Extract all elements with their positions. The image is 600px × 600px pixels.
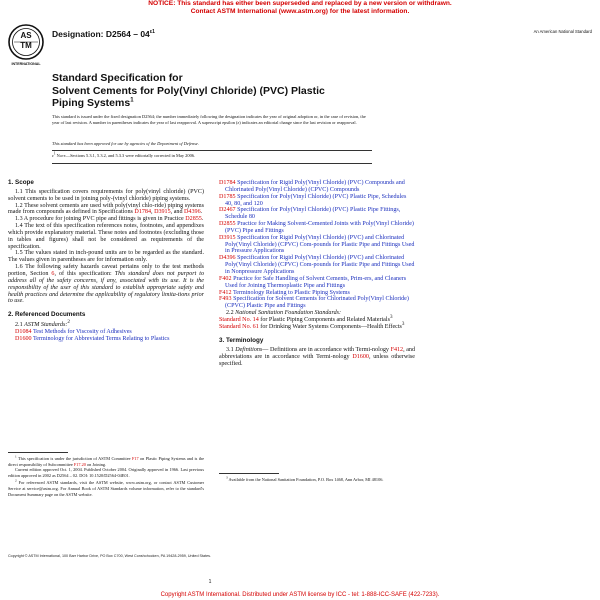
text: Definitions: [235, 347, 263, 354]
text: 1.2 These solvent cements are used with poly(vinyl chlo-ride) piping systems made from compounds as defined in Specifications: [8, 202, 204, 216]
reference-item: [219, 235, 415, 256]
nsf-standard-link[interactable]: Standard No. 61: [219, 323, 259, 330]
epsilon-symbol: ε: [52, 153, 54, 158]
ref-code-link[interactable]: F412: [219, 289, 232, 296]
reference-item: [219, 255, 415, 276]
title-superscript: 1: [130, 97, 134, 104]
ref-code-link[interactable]: D1084: [15, 328, 32, 335]
notice-line-1: NOTICE: This standard has either been superseded and replaced by a new version or withdrawn.: [148, 0, 452, 7]
dod-approval-note: This standard has been approved for use by agencies of the Department of Defense.: [52, 141, 199, 146]
paragraph-2-1: [8, 319, 204, 329]
text: 2.1: [15, 322, 25, 329]
editorial-note-text: —Sections 5.3.1, 5.3.2, and 5.3.3 were editorially corrected in May 2006.: [65, 153, 196, 158]
nsf-reference-item: [219, 320, 415, 331]
ref-link-d1600[interactable]: D1600: [352, 354, 369, 361]
text: .: [201, 216, 204, 223]
designation-label: Designation: D2564 – 04: [52, 29, 150, 39]
reference-item: [14, 329, 204, 336]
ref-code-link[interactable]: D2467: [219, 207, 236, 214]
ref-link-f17[interactable]: F17: [131, 456, 139, 461]
ref-code-link[interactable]: D1785: [219, 193, 236, 200]
page-number: 1: [208, 579, 212, 585]
reference-item: [14, 336, 204, 343]
ref-code-link[interactable]: F493: [219, 296, 232, 303]
reference-item: [219, 194, 415, 208]
ref-title-link[interactable]: Test Methods for Viscosity of Adhesives: [33, 328, 132, 335]
ref-title-link[interactable]: Specification for Solvent Cements for Chlorinated Poly(Vinyl Chloride) (CPVC) Plastic Pipe and Fittings: [225, 296, 409, 310]
ref-title-link[interactable]: Specification for Rigid Poly(Vinyl Chloride) (PVC) Compounds and Chlorinated Poly(Vinyl Chloride) (CPVC) Compounds: [225, 180, 405, 193]
ref-link-d4396[interactable]: D4396: [184, 209, 201, 216]
text: For referenced ASTM standards, visit the ASTM website, www.astm.org, or contact ASTM Customer Service at service@astm.org. For Annual Book of ASTM Standards volume information, refer to the standard's Document Summary page on the ASTM website.: [8, 480, 204, 497]
title-line-1: Standard Specification for: [52, 72, 183, 84]
divider: [52, 163, 372, 164]
ref-link-f412[interactable]: F412: [390, 347, 404, 354]
footnote-rule: [8, 452, 68, 453]
title-line-3: [52, 97, 392, 110]
svg-text:TM: TM: [20, 41, 32, 50]
reference-item: [219, 276, 415, 290]
editorial-note: [52, 153, 372, 158]
footnote-ref-3: 3: [401, 320, 405, 327]
ref-code-link[interactable]: F402: [219, 275, 232, 282]
ref-code-link[interactable]: D2855: [219, 221, 236, 228]
text: for Drinking Water Systems Components—Health Effects: [258, 323, 402, 330]
designation-superscript: ε1: [149, 29, 155, 36]
document-title: [52, 72, 392, 110]
left-column: [8, 180, 204, 343]
paragraph-1-4: 1.4 The text of this specification references notes, footnotes, and appendixes which provide explanatory material. These notes and footnotes (excluding those in tables and figures) shall not be considered as requirements of the specification.: [8, 223, 204, 250]
copyright-notice: Copyright © ASTM International, 100 Barr Harbor Drive, PO Box C700, West Conshohocken, PA 19428-2959, United States.: [8, 554, 212, 558]
notice-line-2: Contact ASTM International (www.astm.org) for the latest information.: [190, 8, 410, 15]
ref-link-section-6[interactable]: 6: [51, 270, 55, 277]
text: — Definitions are in accordance with Termi-nology: [262, 347, 391, 354]
right-column: [219, 180, 415, 368]
epsilon-sup: 1: [53, 151, 56, 156]
ref-title-link[interactable]: Specification for Rigid Poly(Vinyl Chloride) (PVC) and Chlorinated Poly(Vinyl Chloride) (CPVC) Com-pounds for Plastic Pipe and Fittings Used in Pressure Applications: [225, 234, 415, 255]
logo-caption: INTERNATIONAL: [11, 62, 41, 66]
footnote-rule: [219, 473, 279, 474]
ref-title-link[interactable]: Practice for Making Solvent-Cemented Joints with Poly(Vinyl Chloride) (PVC) Pipe and Fittings: [225, 221, 414, 234]
ref-link-d2855[interactable]: D2855: [185, 216, 202, 223]
ref-code-link[interactable]: D3915: [219, 234, 236, 241]
footnote-3: [219, 477, 415, 483]
text: Available from the National Sanitation Foundation, P.O. Box 1468, Ann Arbor, MI 48106.: [227, 477, 384, 482]
footnote-number: 3: [226, 475, 228, 480]
text: National Sanitation Foundation Standards:: [235, 310, 342, 317]
safety-caveat: This standard does not purport to address all of the safety concerns, if any, associated with its use. It is the responsibility of the user of this standard to establish appropriate safety and health practices and determine the applicability of regulatory limita-tions prior to use.: [8, 270, 205, 305]
text: , and abbreviations are in accordance with Termi-nology: [219, 347, 415, 361]
text: on Plastic Piping Systems and is the direct responsibility of Subcommittee: [8, 456, 204, 467]
reference-item: [219, 221, 415, 235]
reference-item: [219, 207, 415, 221]
text: 1.3 A procedure for joining PVC pipe and fittings is given in Practice: [15, 216, 186, 223]
footnotes-right: [219, 473, 415, 483]
nsf-standard-link[interactable]: Standard No. 14: [219, 316, 259, 323]
paragraph-2-2: [219, 310, 415, 317]
title-line-3-text: Piping Systems: [52, 97, 131, 109]
ref-title-link[interactable]: Terminology Relating to Plastic Piping Systems: [232, 289, 350, 296]
svg-text:AS: AS: [20, 31, 32, 40]
paragraph-1-2: [8, 203, 204, 217]
footnote-number: 1: [15, 454, 17, 459]
paragraph-3-1: [219, 347, 415, 368]
designation: [52, 29, 155, 39]
ref-code-link[interactable]: D1600: [15, 335, 32, 342]
text: .: [200, 209, 203, 216]
astm-logo: [7, 22, 45, 62]
reference-item: [219, 180, 415, 194]
ref-link-d1784[interactable]: D1784: [134, 209, 152, 216]
astm-reference-list-left: [8, 329, 204, 343]
text: This specification is under the jurisdiction of ASTM Committee: [16, 456, 132, 461]
text: 1.6 The following safety hazards caveat pertains only to the test methods portion, Section: [8, 264, 204, 277]
section-heading-referenced-documents: 2. Referenced Documents: [8, 311, 86, 319]
text: for Plastic Piping Components and Related Materials: [258, 316, 390, 323]
ref-code-link[interactable]: D4396: [219, 255, 236, 262]
paragraph-1-1: 1.1 This specification covers requirements for poly(vinyl chloride) (PVC) solvent cements to be used in joining poly-(vinyl chloride) piping systems.: [8, 188, 204, 202]
text: ,: [151, 209, 155, 216]
section-heading-scope: 1. Scope: [8, 179, 34, 186]
ref-code-link[interactable]: D1784: [219, 180, 236, 186]
section-heading-terminology: 3. Terminology: [219, 336, 264, 344]
ref-link-f17-20[interactable]: F17.20: [73, 461, 86, 467]
divider: [52, 150, 372, 151]
text: , unless otherwise specified.: [219, 354, 415, 368]
reference-item: [219, 296, 415, 310]
standard-issuance-note: This standard is issued under the fixed designation D2564; the number immediately following the designation indicates the year of original adoption or, in the case of revision, the year of last revision. A number in parentheses indicates the year of last reapproval. A superscript epsilon (ε) indicates an editorial change since the last revision or reapproval.: [52, 114, 366, 126]
title-line-2: Solvent Cements for Poly(Vinyl Chloride) (PVC) Plastic: [52, 84, 325, 97]
footnote-ref-3: 3: [389, 313, 393, 320]
footnotes-left: [8, 452, 204, 497]
ref-link-d3915[interactable]: D3915: [154, 209, 171, 216]
paragraph-1-5: 1.5 The values stated in inch-pound units are to be regarded as the standard. The values given in parentheses are for information only.: [8, 250, 204, 264]
license-footer: Copyright ASTM International. Distributed under ASTM license by ICC - tel: 1-888-ICC-SAFE (422-7233).: [160, 592, 440, 598]
ref-title-link[interactable]: Terminology for Abbreviated Terms Relating to Plastics: [33, 335, 170, 342]
text: 2.2: [226, 310, 236, 317]
footnote-2: [8, 480, 204, 497]
astm-reference-list-right: [219, 180, 415, 310]
ref-title-link[interactable]: Specification for Rigid Poly(Vinyl Chloride) (PVC) and Chlorinated Poly(Vinyl Chloride) (CPVC) Com-pounds for Plastic Pipe and Fittings Used in Nonpressure Applications: [225, 255, 415, 275]
paragraph-1-6: [8, 264, 204, 305]
text: on Joining.: [85, 461, 107, 467]
astm-logo-icon: [7, 22, 45, 62]
ans-label: An American National Standard: [533, 29, 592, 34]
ref-title-link[interactable]: Practice for Safe Handling of Solvent Cements, Prim-ers, and Cleaners Used for Joining Thermoplastic Pipe and Fittings: [225, 275, 407, 289]
text: , and: [170, 209, 185, 216]
withdrawn-notice: [0, 0, 600, 16]
ref-title-link[interactable]: Specification for Poly(Vinyl Chloride) (PVC) Plastic Pipe, Schedules 40, 80, and 120: [225, 193, 407, 207]
text: , of this specification:: [54, 270, 115, 277]
text: 3.1: [226, 347, 236, 354]
note-label: Note: [56, 153, 66, 158]
footnote-number: 2: [15, 478, 17, 483]
text: ASTM Standards:: [24, 322, 68, 329]
footnote-ref-2: 2: [67, 319, 70, 326]
footnote-1: [8, 456, 204, 467]
footnote-1-edition: Current edition approved Oct. 1, 2004. Published October 2004. Originally approved in 1966. Last previous edition approved in 2002 as D2564 – 02. DOI: 10.1520/D2564-04E01.: [8, 467, 204, 478]
ref-title-link[interactable]: Specification for Poly(Vinyl Chloride) (PVC) Plastic Pipe Fittings, Schedule 80: [225, 207, 401, 221]
